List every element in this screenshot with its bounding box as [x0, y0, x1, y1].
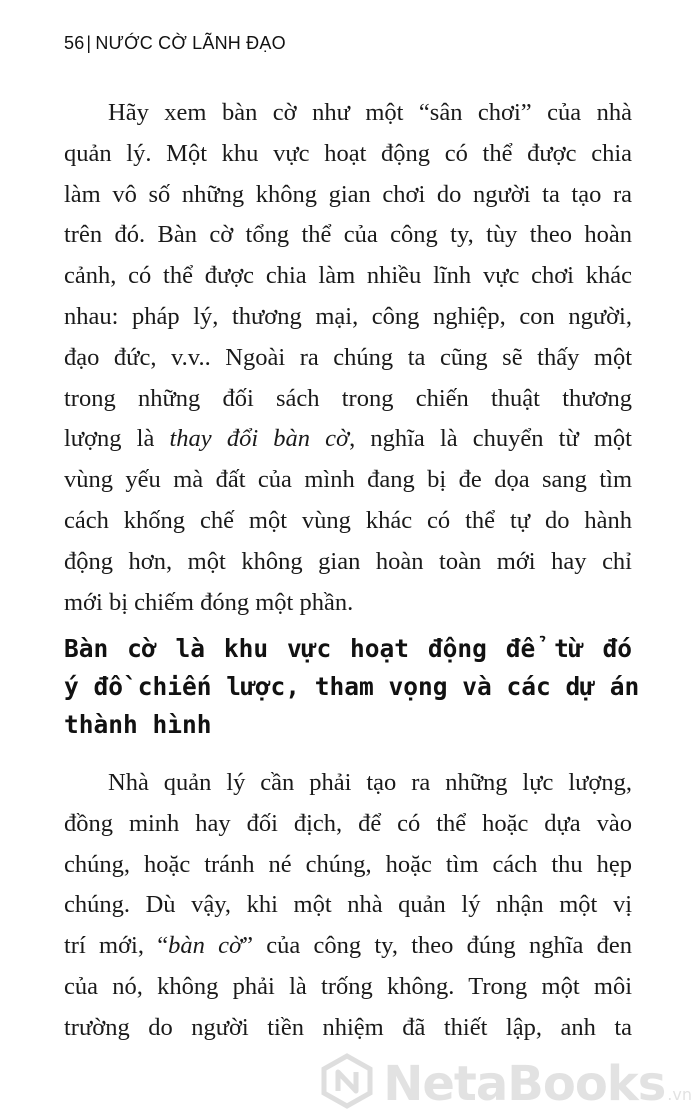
italic-term: bàn cờ [168, 932, 243, 960]
heading-line: ý đồ chiến lược, tham vọng và các dự án [64, 672, 640, 701]
paragraph-1 [64, 93, 632, 623]
text-line: đồng minh hay đối địch, để có thể hoặc dựa vào [64, 809, 632, 837]
text-line: chúng, hoặc tránh né chúng, hoặc tìm cách thu hẹp [64, 850, 632, 878]
text-line [64, 926, 632, 967]
text-line: động hơn, một không gian hoàn toàn mới hay chỉ [64, 547, 632, 575]
text-line [64, 419, 632, 460]
watermark [319, 1053, 692, 1114]
text-line: của nó, không phải là trống không. Trong một môi [64, 972, 632, 1000]
page-number: 56 [64, 33, 85, 53]
text-run: trí mới, “ [64, 932, 169, 960]
heading-line: thành hình [64, 710, 212, 739]
running-header [64, 33, 286, 54]
text-line: làm vô số những không gian chơi do người ta tạo ra [64, 180, 632, 208]
paragraph-2 [64, 763, 632, 1049]
netabooks-logo-icon [319, 1053, 375, 1114]
text-run: lượng là [64, 425, 170, 453]
watermark-suffix: .vn [667, 1085, 692, 1104]
text-line: nhau: pháp lý, thương mại, công nghiệp, con người, [64, 302, 632, 330]
text-line: trong những đối sách trong chiến thuật thương [64, 384, 632, 412]
text-line: chúng. Dù vậy, khi một nhà quản lý nhận một vị [64, 891, 632, 919]
heading-line: Bàn cờ là khu vực hoạt động để từ đó [64, 634, 632, 663]
italic-term: thay đổi bàn cờ [169, 425, 350, 453]
section-heading [64, 630, 640, 744]
text-line: mới bị chiếm đóng một phần. [64, 588, 354, 616]
text-run: ” của công ty, theo đúng nghĩa đen [242, 932, 633, 960]
text-line: cách khống chế một vùng khác có thể tự do hành [64, 506, 632, 534]
text-run: , nghĩa là chuyển từ một [349, 425, 632, 453]
text-line: trên đó. Bàn cờ tổng thể của công ty, tùy theo hoàn [64, 221, 632, 249]
text-line: quản lý. Một khu vực hoạt động có thể được chia [64, 139, 632, 167]
text-line: Nhà quản lý cần phải tạo ra những lực lượng, [108, 769, 632, 796]
header-separator: | [86, 33, 92, 53]
text-line: vùng yếu mà đất của mình đang bị đe dọa sang tìm [64, 466, 632, 494]
book-title: NƯỚC CỜ LÃNH ĐẠO [95, 33, 286, 53]
text-line: Hãy xem bàn cờ như một “sân chơi” của nhà [108, 99, 632, 126]
text-line: đạo đức, v.v.. Ngoài ra chúng ta cũng sẽ thấy một [64, 343, 632, 371]
text-line: cảnh, có thể được chia làm nhiều lĩnh vực chơi khác [64, 262, 632, 290]
text-line: trường do người tiền nhiệm đã thiết lập, anh ta [64, 1013, 632, 1041]
watermark-brand: NetaBooks [383, 1055, 666, 1112]
